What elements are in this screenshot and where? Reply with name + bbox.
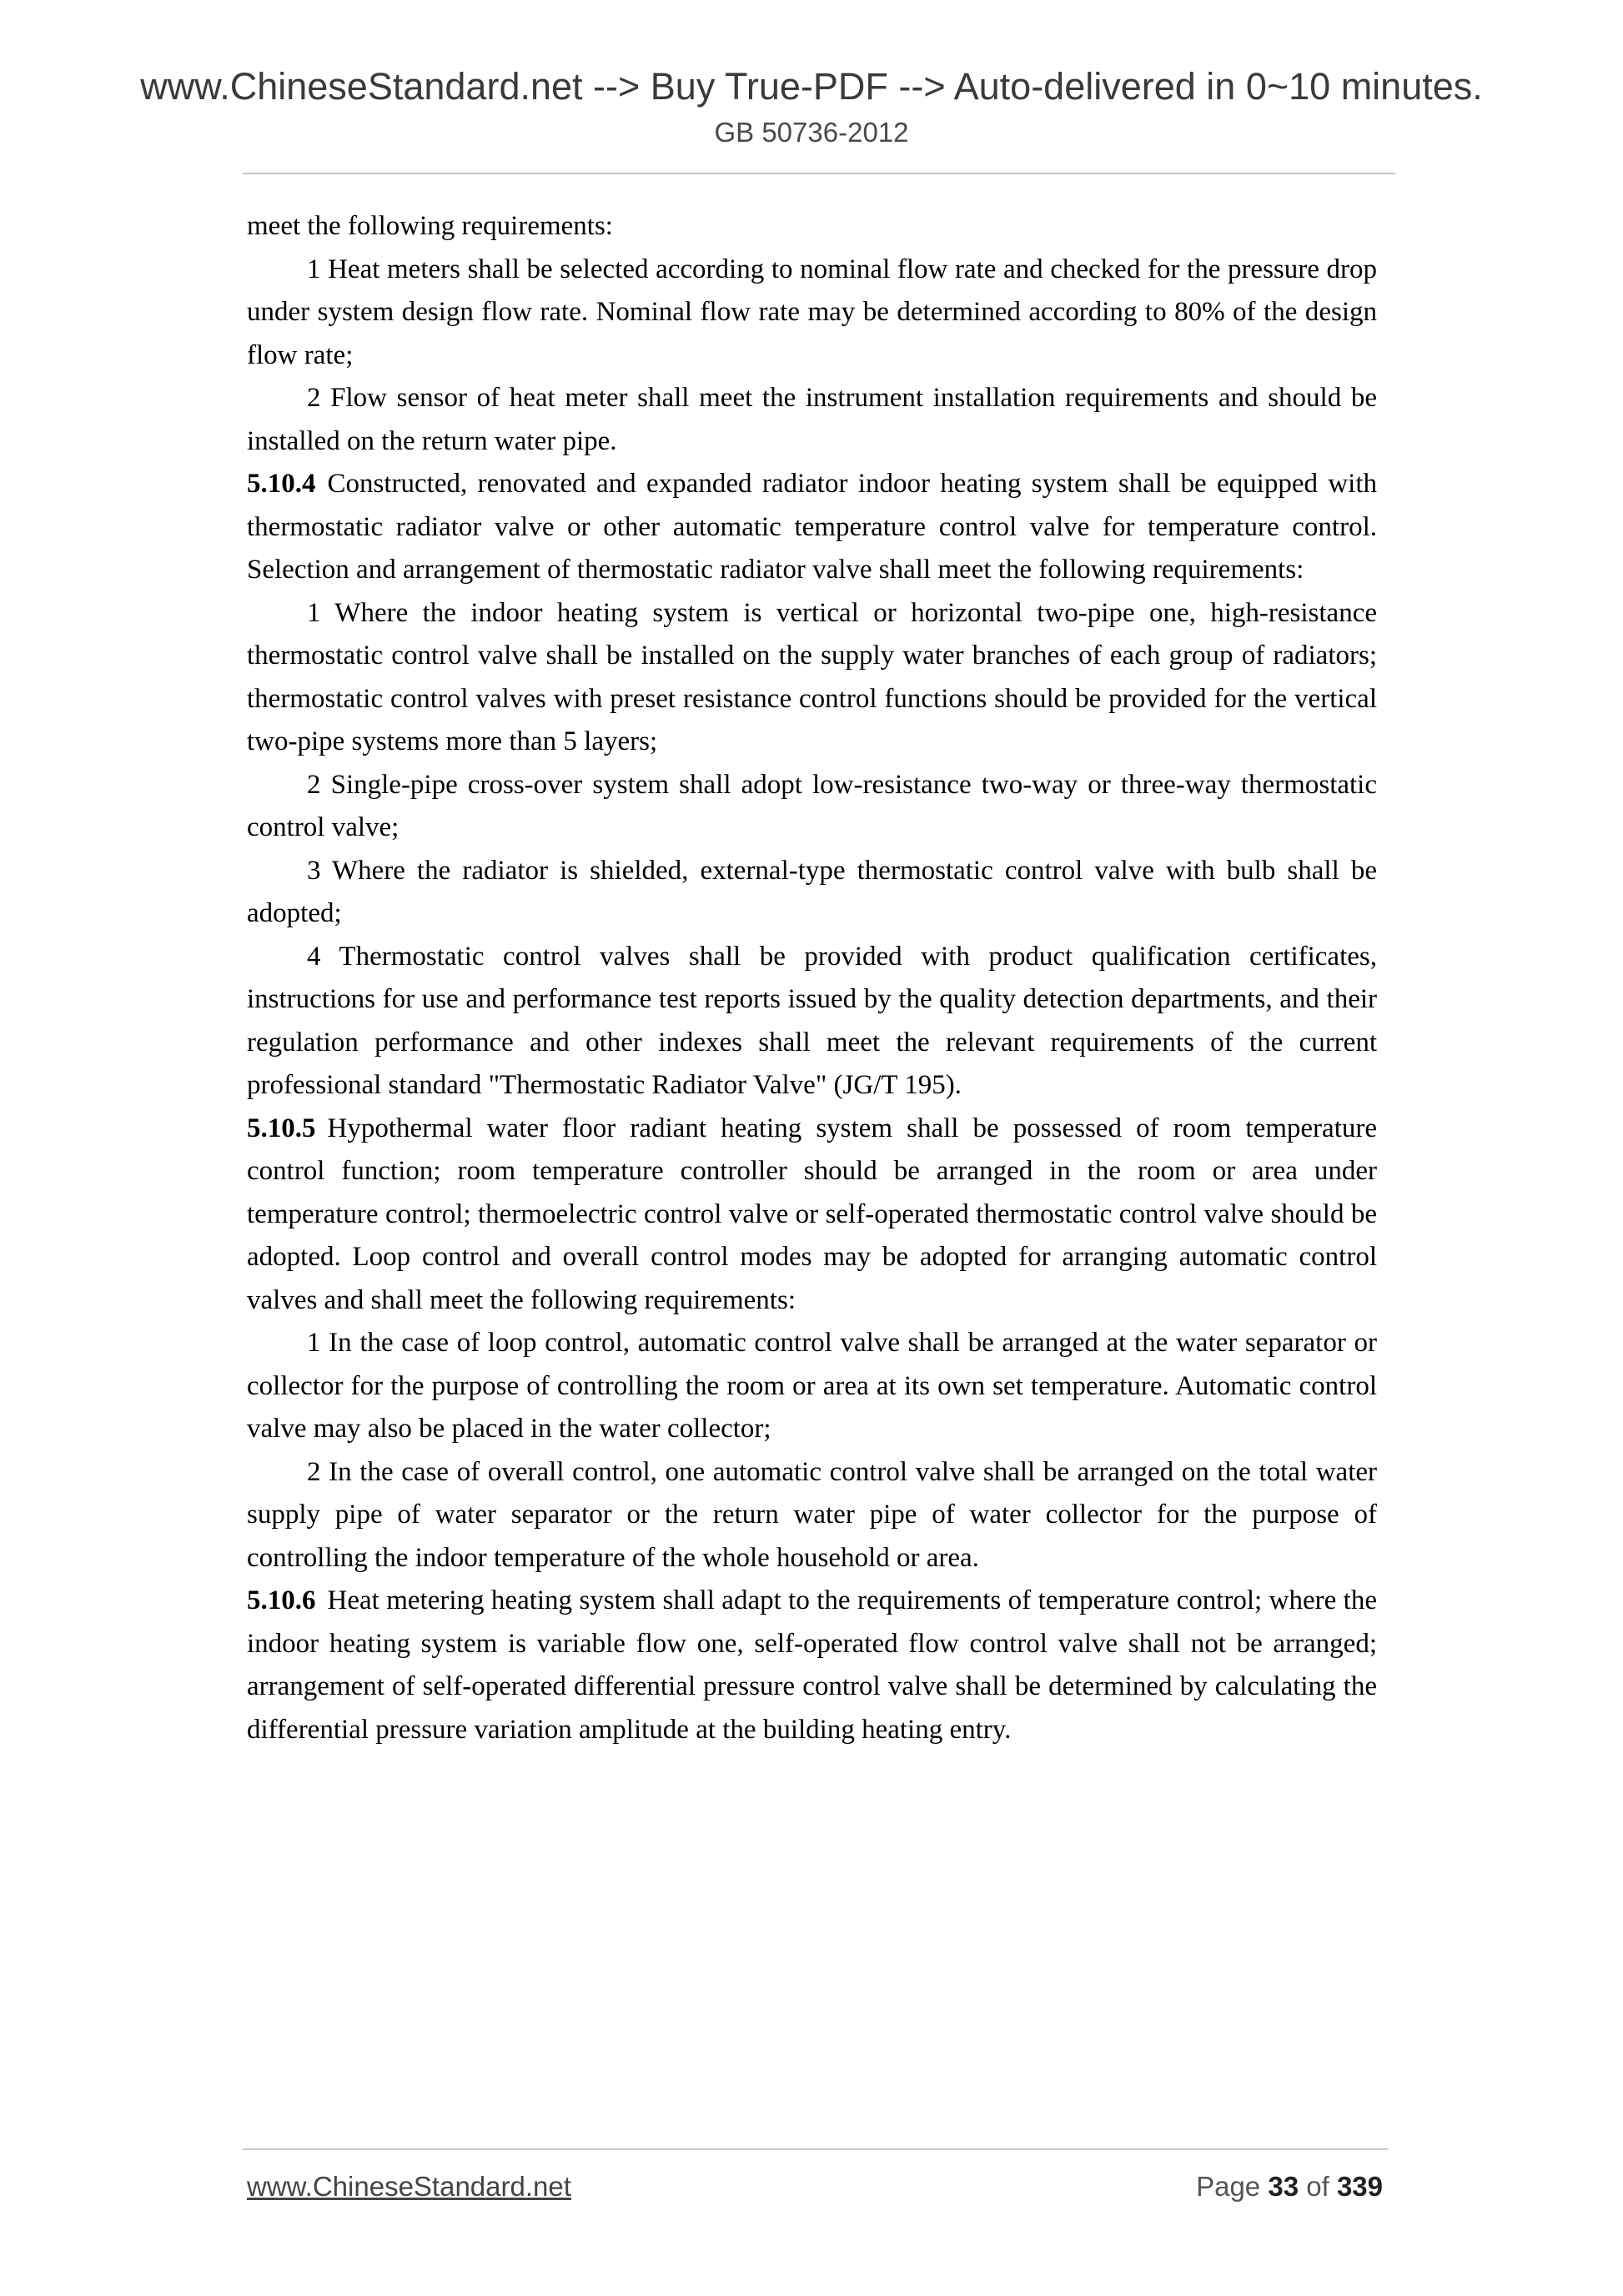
list-item: 2 In the case of overall control, one automatic control valve shall be arranged on the total water supply pipe of water separator or the return water pipe of water collector for the purpose of controlling the indoor temperature of the whole household or area. [247,1456,1377,1573]
header-banner: www.ChineseStandard.net --> Buy True-PDF --> Auto-delivered in 0~10 minutes. [140,65,1483,108]
clause-5-10-6 [247,1580,1377,1751]
page-current: 33 [1268,2171,1299,2202]
list-item: 2 Flow sensor of heat meter shall meet the instrument installation requirements and should be installed on the return water pipe. [247,383,1377,456]
list-item: 1 In the case of loop control, automatic control valve shall be arranged at the water separator or collector for the purpose of controlling the room or area at its own set temperature. Automatic control valve may also be placed in the water collector; [247,1328,1377,1444]
paragraph: meet the following requirements: [247,211,613,241]
footer-divider [243,2148,1388,2150]
page-number [1196,2171,1383,2203]
header-divider [243,173,1395,174]
clause-5-10-5 [247,1108,1377,1323]
clause-5-10-4 [247,463,1377,592]
list-item: 1 Heat meters shall be selected according to nominal flow rate and checked for the pressure drop under system design flow rate. Nominal flow rate may be determined according to 80% of the design flow rate; [247,254,1377,370]
page-prefix: Page [1196,2171,1261,2202]
list-item: 4 Thermostatic control valves shall be provided with product qualification certificates, instructions for use and performance test reports issued by the quality detection departments, and their regulation performance and other indexes shall meet the relevant requirements of the current professional standard "Thermostatic Radiator Valve" (JG/T 195). [247,941,1377,1100]
page-separator: of [1306,2171,1329,2202]
clause-number: 5.10.4 [247,469,316,499]
footer-site-link[interactable]: www.ChineseStandard.net [247,2171,571,2202]
document-body [247,205,1377,1751]
list-item: 1 Where the indoor heating system is vertical or horizontal two-pipe one, high-resistance thermostatic control valve shall be installed on the supply water branches of each group of radiators; thermostatic control valves with preset resistance control functions should be provided for the vertical two-pipe systems more than 5 layers; [247,597,1377,756]
clause-text: Constructed, renovated and expanded radiator indoor heating system shall be equipped with thermostatic radiator valve or other automatic temperature control valve for temperature control. Selection and arrangement of thermostatic radiator valve shall meet the following requirements: [247,469,1377,585]
page-total: 339 [1336,2171,1383,2202]
clause-number: 5.10.6 [247,1585,316,1615]
clause-text: Hypothermal water floor radiant heating system shall be possessed of room temperature control function; room temperature controller should be arranged in the room or area under temperature control; thermoelectric control valve or self-operated thermostatic control valve should be adopted. Loop control and overall control modes may be adopted for arranging automatic control valves and shall meet the following requirements: [247,1113,1377,1315]
list-item: 2 Single-pipe cross-over system shall adopt low-resistance two-way or three-way thermostatic control valve; [247,769,1377,842]
document-code: GB 50736-2012 [714,117,909,148]
list-item: 3 Where the radiator is shielded, external-type thermostatic control valve with bulb shall be adopted; [247,855,1377,928]
clause-number: 5.10.5 [247,1113,316,1143]
clause-text: Heat metering heating system shall adapt to the requirements of temperature control; where the indoor heating system is variable flow one, self-operated flow control valve shall not be arranged; arrangement of self-operated differential pressure control valve shall be determined by calculating the differential pressure variation amplitude at the building heating entry. [247,1585,1377,1745]
